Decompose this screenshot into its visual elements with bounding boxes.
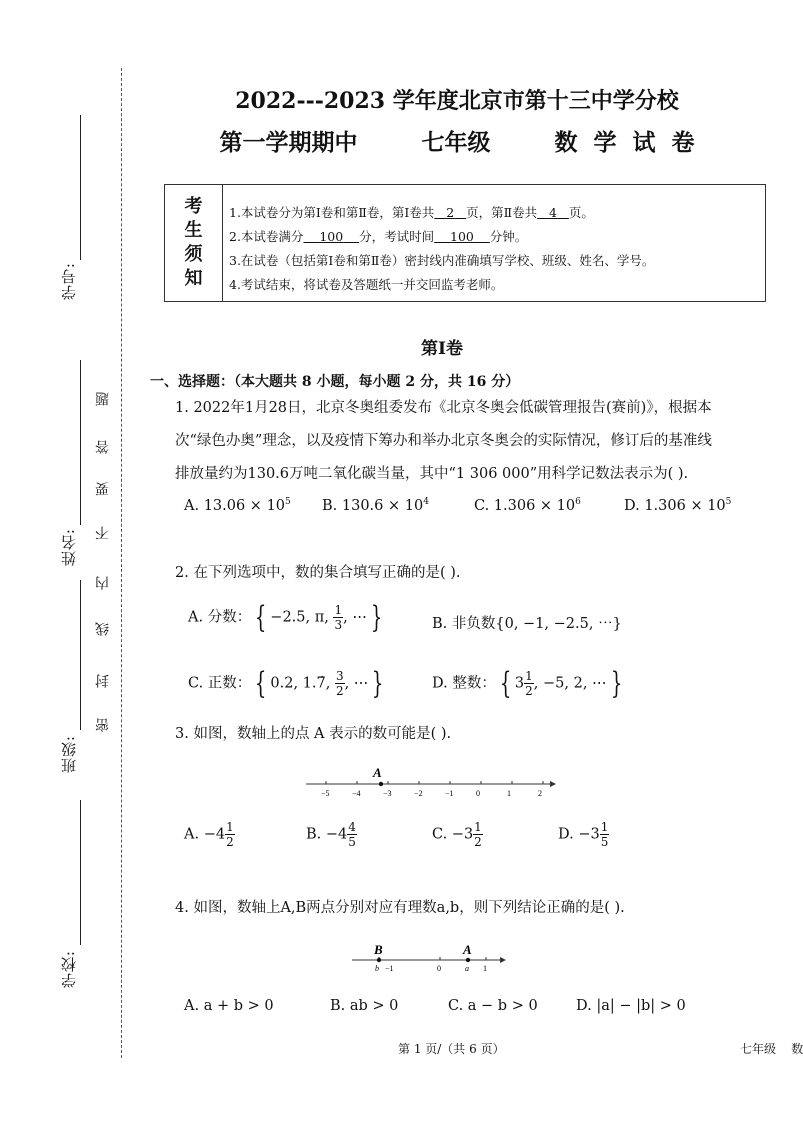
seal-char: 线 [95,622,111,636]
q4-option-a: A. a + b > 0 [184,998,274,1014]
q1-option-c: C. $1.306 \times 10^6$ [474,497,581,514]
q3-tick-label: −5 [321,789,330,798]
seal-char: 答 [95,440,111,454]
seal-char: 内 [95,576,111,590]
name-label: 姓名: [60,528,78,567]
q4-option-c: C. a − b > 0 [448,998,538,1014]
q4-point-a [466,958,470,962]
question-3-stem: 3. 如图，数轴上的点 A 表示的数可能是( ). [175,726,452,742]
q1-option-a: A. $13.06 \times 10^5$ [184,497,291,514]
notice-heading: 考 生 须 知 [165,185,223,301]
q4-tick-1: 1 [483,964,487,973]
q3-tick-label: −4 [352,789,361,798]
school-label: 学校: [60,950,78,989]
q3-tick-label: −3 [383,789,392,798]
q4-point-b [377,958,381,962]
seal-char: 题 [95,392,111,406]
student-id-label: 学号: [60,262,78,301]
q1-option-d: D. $1.306 \times 10^5$ [624,497,732,514]
q3-option-d: D. −3 $\frac{1}{5}$ [558,820,609,849]
q4-number-line [340,938,520,978]
exam-title-school: 2022---2023 学年度北京市第十三中学分校 [235,88,679,114]
seal-char: 要 [95,482,111,496]
q2-option-b: B. 非负数{0, −1, −2.5, ⋯} [432,616,622,632]
q4-option-b: B. ab > 0 [330,998,399,1014]
q3-number-line [300,760,560,800]
q4-option-d: D. |a| − |b| > 0 [576,998,686,1014]
notice-body [229,201,654,297]
question-4-stem: 4. 如图，数轴上A,B两点分别对应有理数a,b，则下列结论正确的是( ). [175,900,625,916]
notice-line-3: 3.在试卷（包括第Ⅰ卷和第Ⅱ卷）密封线内准确填写学校、班级、姓名、学号。 [229,253,655,268]
question-1-line-1: 1. 2022年1月28日，北京冬奥组委发布《北京冬奥会低碳管理报告(赛前)》，根据本 [175,400,712,416]
section-title: 第Ⅰ卷 [421,339,463,359]
exam-notice-box [164,184,766,302]
q1-option-b: B. $130.6 \times 10^4$ [322,497,429,514]
q4-point-a-label: A [463,942,472,957]
name-line [80,360,81,525]
question-2-stem: 2. 在下列选项中，数的集合填写正确的是( ). [175,565,461,581]
seal-dashed-line [121,68,122,1058]
q4-tick-0: 0 [437,964,441,973]
class-line [80,580,81,730]
q3-option-a: A. −4 $\frac{1}{2}$ [184,820,234,849]
q2-option-c: C. 正数： { 0.2, 1.7̇, $\frac{3}{2}$ , ⋯ } [188,666,384,701]
question-1-line-2: 次“绿色办奥”理念，以及疫情下筹办和举办北京冬奥会的实际情况，修订后的基准线 [175,433,712,449]
q2-option-a: A. 分数： { −2.5, π, $\frac{1}{3}$ , ⋯ } [188,600,383,635]
q4-tick-b: b [375,964,379,973]
q3-option-c: C. −3 $\frac{1}{2}$ [432,820,482,849]
seal-char: 密 [95,718,111,732]
q3-point-a-label: A [373,765,382,780]
exam-title-subject: 第一学期期中 七年级 数 学 试 卷 [219,129,695,156]
notice-line-4: 4.考试结束，将试卷及答题纸一并交回监考老师。 [229,277,504,292]
q3-tick-label: −2 [414,789,423,798]
q3-point-a [379,782,383,786]
question-1-line-3: 排放量约为130.6万吨二氧化碳当量，其中“1 306 000”用科学记数法表示为( ). [175,466,689,482]
footer-grade: 七年级 数 [740,1042,803,1056]
seal-char: 不 [95,526,111,540]
page-number: 第 1 页/（共 6 页） [398,1042,505,1056]
class-label: 班级: [60,735,78,774]
q3-tick-label: 0 [476,789,480,798]
q3-tick-label: 2 [538,789,542,798]
q4-tick-a: a [465,964,469,973]
q4-point-b-label: B [374,942,383,957]
notice-line-1: 1.本试卷分为第Ⅰ卷和第Ⅱ卷，第Ⅰ卷共 2 页，第Ⅱ卷共 4 页。 [229,205,594,220]
q3-tick-label: 1 [507,789,511,798]
q3-tick-label: −1 [445,789,454,798]
q4-tick-neg1: −1 [385,964,394,973]
seal-char: 封 [95,674,111,688]
part-one-heading: 一、选择题：（本大题共 8 小题，每小题 2 分，共 16 分） [150,374,520,390]
q2-option-d: D. 整数： { 3 $\frac{1}{2}$ , −5, 2, ⋯ } [432,666,622,701]
school-line [80,800,81,945]
notice-line-2: 2.本试卷满分 100 分，考试时间 100 分钟。 [229,229,528,244]
q3-option-b: B. −4 $\frac{4}{5}$ [306,820,356,849]
